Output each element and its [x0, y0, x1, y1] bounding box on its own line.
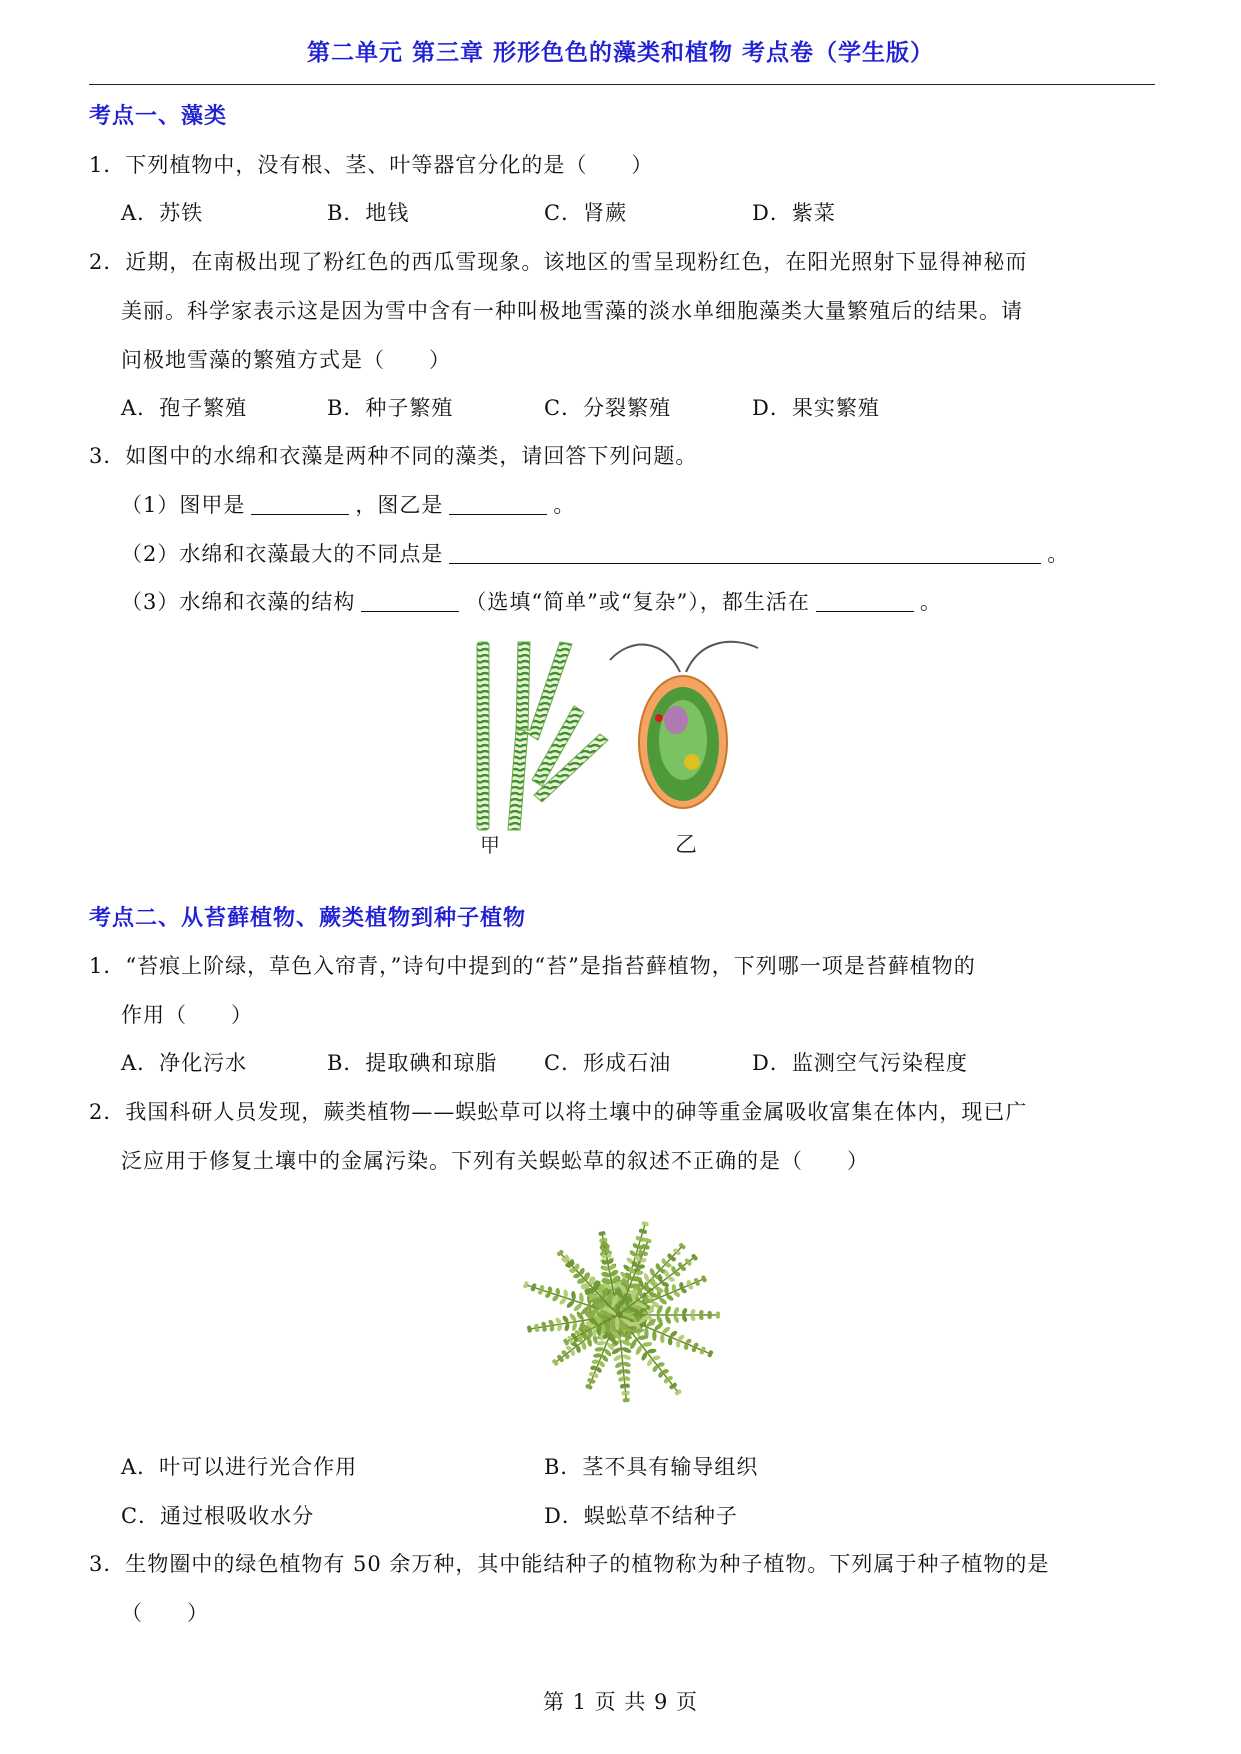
algae-figure [460, 630, 780, 870]
question-1-1-stem: 1．下列植物中，没有根、茎、叶等器官分化的是（ ） [89, 153, 654, 177]
sub-2-prefix: （2）水绵和衣藻最大的不同点是 [121, 542, 444, 566]
question-2-1-line-2: 作用（ ） [121, 1003, 253, 1027]
question-1-3-sub-2 [121, 538, 1069, 568]
answer-blank[interactable] [251, 494, 349, 515]
question-2-2-option-a: A．叶可以进行光合作用 [121, 1455, 358, 1479]
question-1-2-line-3: 问极地雪藻的繁殖方式是（ ） [121, 348, 451, 372]
fern-icon [522, 1220, 720, 1403]
fern-figure [490, 1175, 750, 1425]
sub-3-prefix: （3）水绵和衣藻的结构 [121, 590, 356, 614]
question-2-1-option-a: A．净化污水 [121, 1051, 248, 1075]
question-2-3-line-1: 3．生物圈中的绿色植物有 50 余万种，其中能结种子的植物称为种子植物。下列属于种子植物的是 [89, 1552, 1050, 1576]
question-2-2-option-b: B．茎不具有输导组织 [544, 1455, 759, 1479]
question-1-3-sub-1 [121, 489, 575, 519]
question-1-1-option-c: C．肾蕨 [544, 201, 628, 225]
question-2-1-line-1: 1．“苔痕上阶绿，草色入帘青，”诗句中提到的“苔”是指苔藓植物，下列哪一项是苔藓植物的 [89, 954, 976, 978]
question-1-3-stem: 3．如图中的水绵和衣藻是两种不同的藻类，请回答下列问题。 [89, 444, 698, 468]
question-2-1-option-c: C．形成石油 [544, 1051, 672, 1075]
answer-blank[interactable] [361, 591, 459, 612]
question-1-1-option-d: D．紫菜 [752, 201, 836, 225]
sub-1-prefix: （1）图甲是 [121, 493, 246, 517]
sub-3-suffix: 。 [919, 590, 942, 614]
question-1-2-option-d: D．果实繁殖 [752, 396, 880, 420]
spirogyra-icon [477, 642, 608, 830]
question-2-1-option-b: B．提取碘和琼脂 [327, 1051, 498, 1075]
question-1-2-line-1: 2．近期，在南极出现了粉红色的西瓜雪现象。该地区的雪呈现粉红色，在阳光照射下显得神秘而 [89, 250, 1028, 274]
answer-blank[interactable] [816, 591, 914, 612]
sub-1-suffix: 。 [553, 493, 576, 517]
question-1-1-option-b: B．地钱 [327, 201, 410, 225]
answer-blank[interactable] [449, 543, 1041, 564]
question-2-2-option-d: D．蜈蚣草不结种子 [544, 1504, 738, 1528]
figure-label-yi: 乙 [675, 833, 698, 858]
sub-1-middle: ，图乙是 [355, 493, 444, 517]
page-number: 第 1 页 共 9 页 [542, 1690, 699, 1714]
question-1-2-option-b: B．种子繁殖 [327, 396, 454, 420]
question-1-2-option-c: C．分裂繁殖 [544, 396, 672, 420]
sub-3-middle: （选填“简单”或“复杂”），都生活在 [465, 590, 810, 614]
question-1-1-option-a: A．苏铁 [121, 201, 204, 225]
question-2-3-line-2: （ ） [121, 1601, 209, 1625]
question-2-2-line-1: 2．我国科研人员发现，蕨类植物——蜈蚣草可以将土壤中的砷等重金属吸收富集在体内，现已广 [89, 1100, 1028, 1124]
question-1-2-option-a: A．孢子繁殖 [121, 396, 248, 420]
question-1-3-sub-3 [121, 586, 942, 616]
sub-2-suffix: 。 [1047, 542, 1070, 566]
chlamydomonas-icon [610, 642, 758, 808]
section-heading-algae: 考点一、藻类 [89, 104, 228, 129]
answer-blank[interactable] [449, 494, 547, 515]
question-2-1-option-d: D．监测空气污染程度 [752, 1051, 968, 1075]
question-2-2-option-c: C．通过根吸收水分 [121, 1504, 315, 1528]
figure-label-jia: 甲 [480, 833, 500, 857]
header-divider [89, 84, 1155, 85]
page-title: 第二单元 第三章 形形色色的藻类和植物 考点卷（学生版） [306, 40, 935, 66]
section-heading-plants: 考点二、从苔藓植物、蕨类植物到种子植物 [89, 906, 527, 931]
question-1-2-line-2: 美丽。科学家表示这是因为雪中含有一种叫极地雪藻的淡水单细胞藻类大量繁殖后的结果。请 [121, 299, 1023, 323]
question-2-2-line-2: 泛应用于修复土壤中的金属污染。下列有关蜈蚣草的叙述不正确的是（ ） [121, 1149, 869, 1173]
